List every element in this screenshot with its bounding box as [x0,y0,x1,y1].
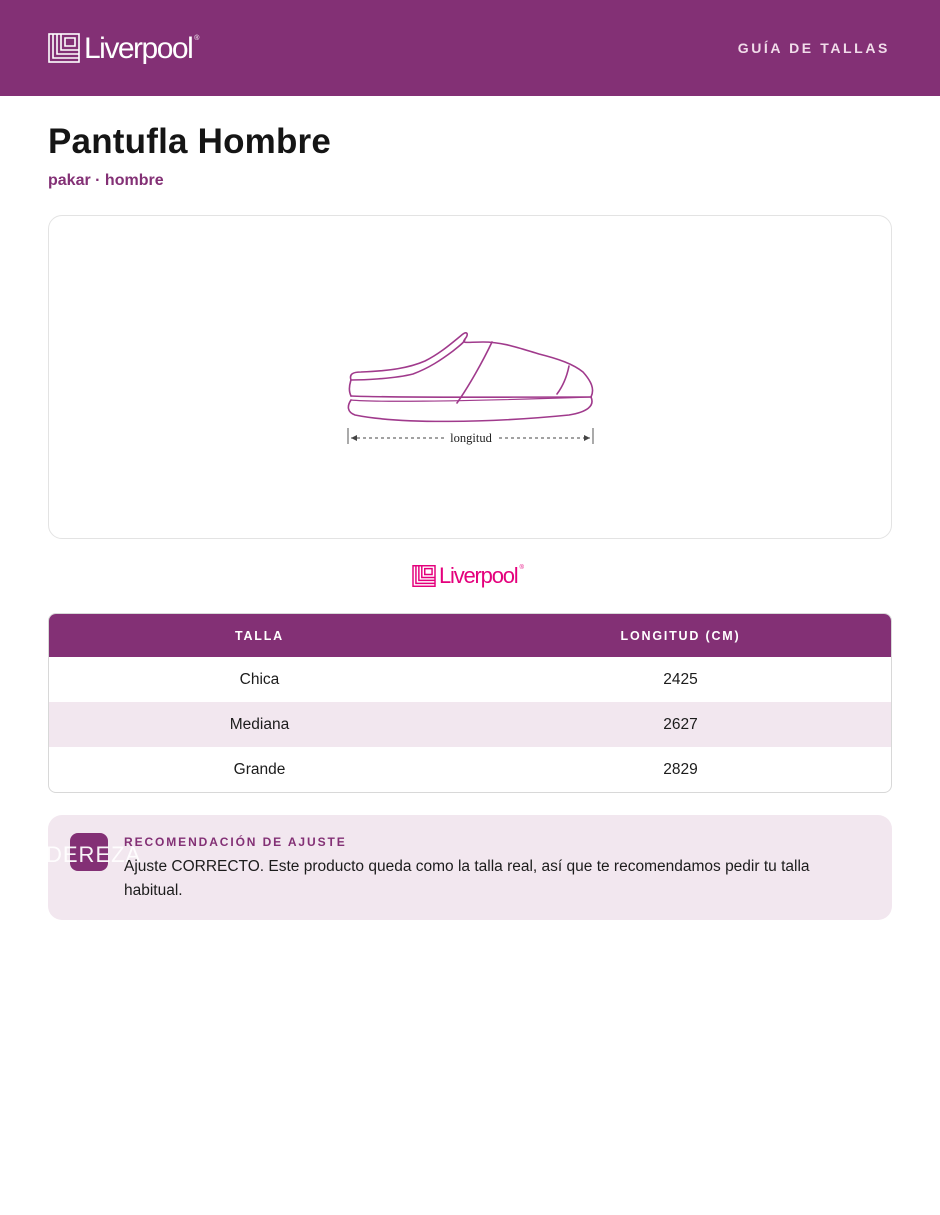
logo-wordmark: Liverpool [84,32,193,65]
liverpool-logo[interactable] [48,30,201,66]
fit-recommendation-text: Ajuste CORRECTO. Este producto queda como la talla real, así que te recomendamos pedir tu talla habitual. [124,858,810,899]
liverpool-logo-icon [48,33,80,63]
brand-registered-mark: ® [519,565,524,571]
brand-logo [412,562,525,590]
liverpool-mark-icon [412,565,436,587]
product-diagram-card [48,215,892,539]
column-header-talla: TALLA [234,628,285,643]
brand-wordmark: Liverpool [439,563,518,588]
cell-talla: Mediana [229,715,290,733]
cell-longitud: 2627 [663,715,698,733]
product-subtitle: pakar · hombre [48,172,164,189]
table-header [49,614,891,657]
measure-label: longitud [450,431,492,445]
table-row [49,747,891,792]
fit-recommendation-box [48,815,892,920]
size-guide-link[interactable]: GUÍA DE TALLAS [737,40,890,56]
logo-registered-mark: ® [194,34,200,42]
column-header-longitud: LONGITUD (CM) [620,628,741,643]
fit-recommendation-label: RECOMENDACIÓN DE AJUSTE [124,835,347,849]
top-header [0,0,940,96]
cell-talla: Chica [239,670,280,688]
page-title: Pantufla Hombre [48,122,332,161]
slipper-outline-icon [49,216,893,540]
cell-longitud: 2425 [663,670,698,688]
fit-icon-text: DEREZA [46,842,142,867]
cell-longitud: 2829 [663,760,698,778]
table-row [49,702,891,747]
cell-talla: Grande [233,760,286,778]
table-row [49,657,891,702]
size-table [48,613,892,793]
